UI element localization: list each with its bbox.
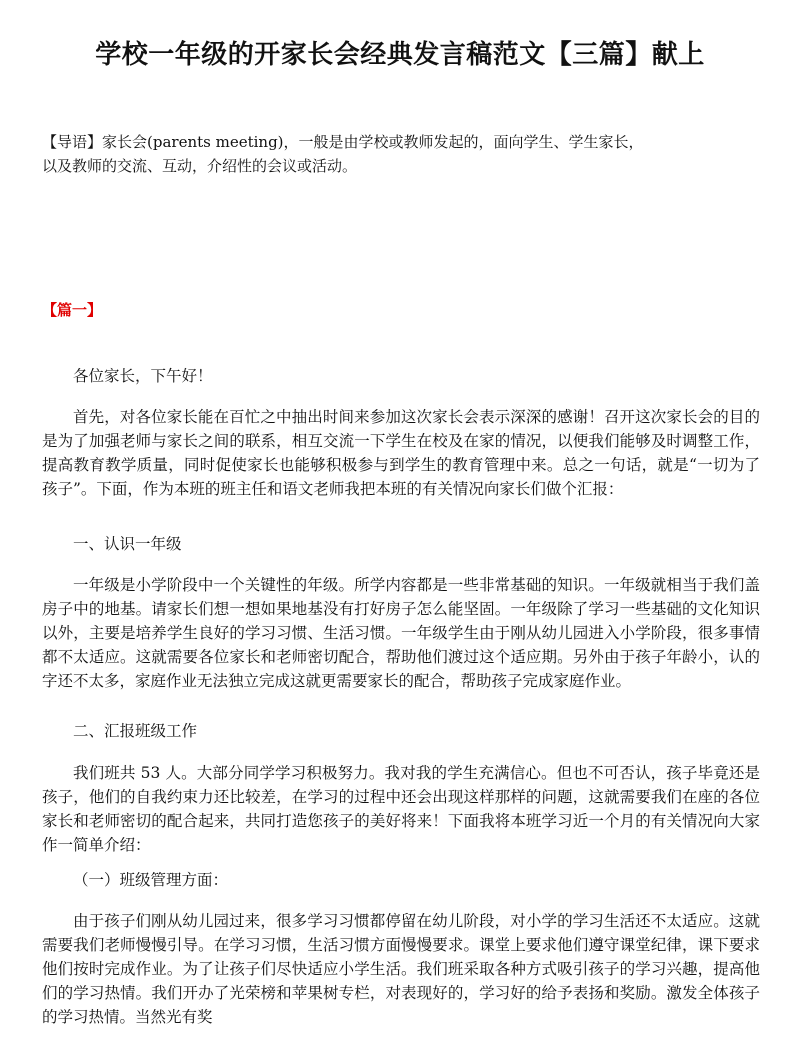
heading-class-report: 二、汇报班级工作 [73,722,198,740]
intro-paragraph [42,130,762,178]
heading-understand-grade-one: 一、认识一年级 [73,535,182,553]
document-title: 学校一年级的开家长会经典发言稿范文【三篇】献上 [95,40,705,70]
intro-line-1: 【导语】家长会(parents meeting)，一般是由学校或教师发起的，面向学生、学生家长， [42,133,644,151]
paragraph-2: 一年级是小学阶段中一个关键性的年级。所学内容都是一些非常基础的知识。一年级就相当于我们盖房子中的地基。请家长们想一想如果地基没有打好房子怎么能坚固。一年级除了学习一些基础的文化知识以外，主要是培养学生良好的学习习惯、生活习惯。一年级学生由于刚从幼儿园进入小学阶段，很多事情都不太适应。这就需要各位家长和老师密切配合，帮助他们渡过这个适应期。另外由于孩子年龄小，认的字还不太多，家庭作业无法独立完成这就更需要家长的配合，帮助孩子完成家庭作业。 [42,576,760,690]
subheading-class-management: （一）班级管理方面： [73,871,229,889]
intro-line-2: 以及教师的交流、互动，介绍性的会议或活动。 [42,157,358,175]
paragraph-3: 我们班共 53 人。大部分同学学习积极努力。我对我的学生充满信心。但也不可否认，孩子毕竟还是孩子，他们的自我约束力还比较差，在学习的过程中还会出现这样那样的问题，这就需要我们在座的各位家长和老师密切的配合起来，共同打造您孩子的美好将来！下面我将本班学习近一个月的有关情况向大家作一简单介绍： [42,764,760,854]
paragraph-4: 由于孩子们刚从幼儿园过来，很多学习习惯都停留在幼儿阶段，对小学的学习生活还不太适应。这就需要我们老师慢慢引导。在学习习惯，生活习惯方面慢慢要求。课堂上要求他们遵守课堂纪律，课下要求他们按时完成作业。为了让孩子们尽快适应小学生活。我们班采取各种方式吸引孩子的学习兴趣，提高他们的学习热情。我们开办了光荣榜和苹果树专栏，对表现好的，学习好的给予表扬和奖励。激发全体孩子的学习热情。当然光有奖 [42,912,760,1026]
paragraph-1: 首先，对各位家长能在百忙之中抽出时间来参加这次家长会表示深深的感谢！召开这次家长会的目的是为了加强老师与家长之间的联系，相互交流一下学生在校及在家的情况，以便我们能够及时调整工作，提高教育教学质量，同时促使家长也能够积极参与到学生的教育管理中来。总之一句话，就是“一切为了孩子”。下面，作为本班的班主任和语文老师我把本班的有关情况向家长们做个汇报： [42,408,760,498]
greeting: 各位家长，下午好！ [73,367,213,385]
section-heading: 【篇一】 [42,301,103,319]
